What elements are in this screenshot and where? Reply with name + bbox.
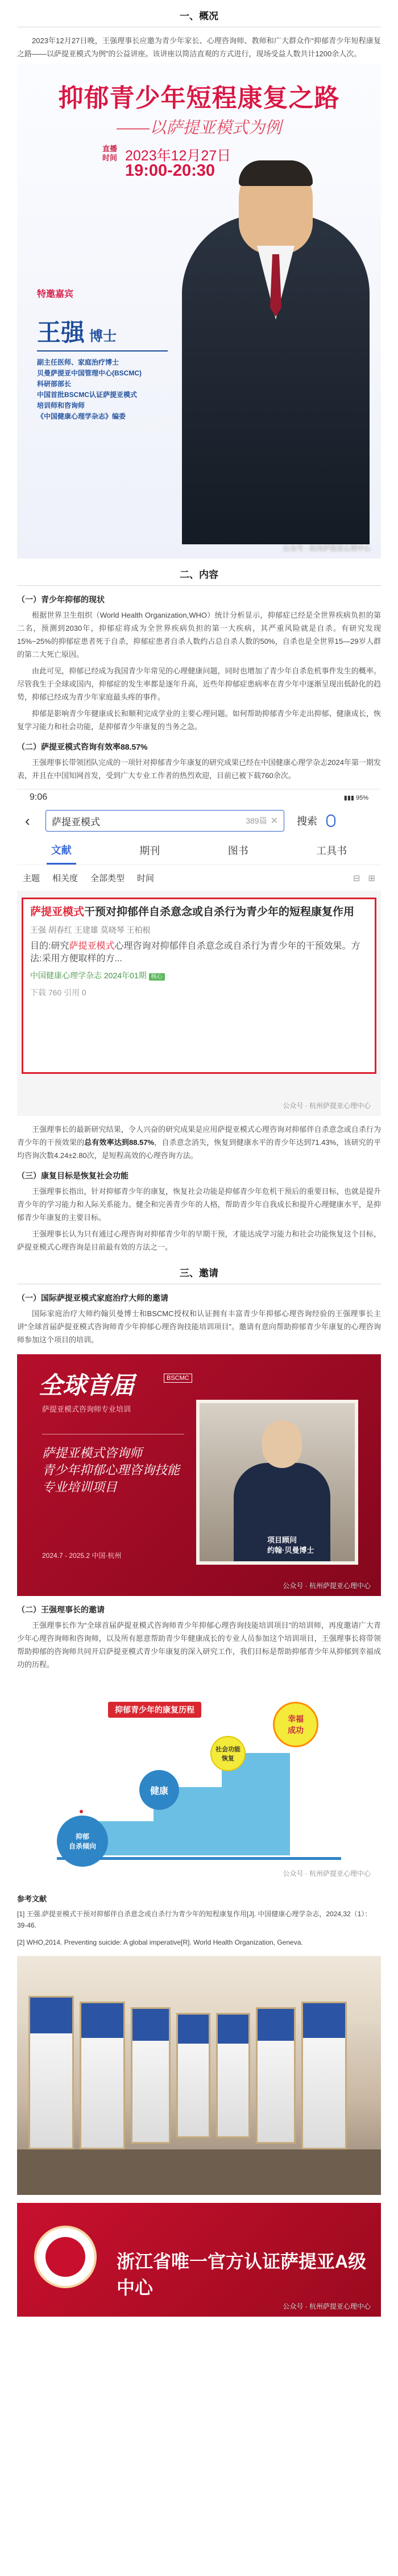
stairs-baseline	[57, 1857, 341, 1860]
poster-live-label: 直播时间	[102, 144, 118, 162]
wechat-watermark: 公众号 · 杭州萨提亚心理中心	[283, 1870, 371, 1878]
invitation-paragraph: 国际家庭治疗大师约翰贝曼博士和BSCMC授权和认证拥有丰富青少年抑郁心理咨询经验的王强理事长主讲“全球首届萨提亚模式咨询师青少年抑郁心理咨询技能培训项目”。邀请有意向帮助抑郁青少年康复的心理咨询师参加这个项目的培训。	[17, 1309, 381, 1344]
stage-health	[139, 1770, 179, 1810]
speaker-photo-hair	[239, 160, 313, 186]
stage-depression-label: 抑郁 自杀倾向	[68, 1833, 96, 1850]
content-paragraph	[0, 1123, 398, 1162]
invitation-paragraph: 王强理事长作为“全球首届萨提亚模式咨询师青少年抑郁心理咨询技能培训项目”的培训师，再度邀请广大青少年心理咨询师和咨询师，以及所有愿意帮助青少年健康成长的专业人员参加这个培训项目，王强理事长将带领帮助抑郁的咨询师共同开启萨提亚模式青少年康复的深入研究工作，我们目标是帮助抑郁青少年从抑郁到幸福成功的历程。	[17, 1621, 381, 1669]
display-panel	[28, 1996, 74, 2149]
overview-paragraph: 2023年12月27日晚，王强理事长应邀为青少年家长、心理咨询师、教师和广大群众作“抑郁青少年短程康复之路——以萨提亚模式为例”的公益讲座。该讲座以简洁直观的方式进行，现场受益人数共计1200余人次。	[17, 36, 381, 58]
finding-pre: 王强理事长的最新研究结果，令人兴奋的研究成果是应用萨提亚模式心理咨询对抑郁伴自杀意念或自杀行为青少年的干预效果的	[17, 1125, 381, 1147]
bio-line: 副主任医师、家庭治疗博士	[37, 358, 119, 366]
section-title-overview: 一、概况	[180, 11, 218, 22]
abstract-pre: 目的:研究	[30, 941, 69, 951]
subheading-chairman-invitation: （二）王强理事长的邀请	[17, 1605, 105, 1614]
layout-icon[interactable]: ⊞	[368, 873, 375, 883]
exhibition-hall-photo	[17, 1956, 381, 2195]
poster-date: 2023年12月27日	[125, 148, 231, 164]
content-paragraph: 王强理事长认为只有通过心理咨询对抑郁青少年的早期干预，才能达成学习能力和社会功能恢复这个目标，萨提亚模式心理咨询是目前最有效的方法之一。	[17, 1230, 381, 1251]
subheading-goal: （三）康复目标是恢复社会功能	[17, 1171, 128, 1180]
speaker-name-title: 博士	[89, 329, 117, 344]
microphone-icon[interactable]	[326, 814, 335, 827]
references-title: 参考文献	[17, 1895, 47, 1903]
poster-divider	[37, 350, 168, 352]
speaker-bio	[37, 357, 179, 422]
advisor-name: 约翰·贝曼博士	[267, 1546, 314, 1554]
stage-social-function	[210, 1736, 246, 1771]
wechat-watermark: 公众号 · 杭州萨提亚心理中心	[283, 544, 371, 552]
result-count: 389篇	[246, 816, 267, 825]
tab-literature[interactable]: 文献	[47, 837, 76, 865]
filter-tools	[353, 873, 375, 883]
result-authors: 王强 胡春红 王建雄 莫晓琴 王柏根	[30, 925, 151, 935]
display-panel	[216, 2013, 250, 2138]
abstract-highlight: 萨提亚模式	[69, 941, 115, 951]
cnki-search-screenshot	[17, 789, 381, 1116]
banner-text: 浙江省唯一官方认证萨提亚A级中心	[117, 2251, 367, 2298]
abstract-rest: 心理咨询对抑郁伴自杀意念或自杀行为青少年的干预效果。方法:采用方便取样的方...	[30, 941, 360, 964]
stage-health-label: 健康	[150, 1786, 168, 1796]
subheading-efficacy: （二）萨提亚模式咨询有效率88.57%	[17, 742, 148, 751]
result-title-highlight: 萨提亚模式	[30, 906, 85, 918]
result-stats: 下载 760 引用 0	[30, 988, 86, 997]
stage-happiness-label: 幸福 成功	[288, 1714, 304, 1735]
display-panel	[131, 2007, 171, 2144]
search-tabs	[17, 836, 381, 865]
filter-time[interactable]: 时间	[137, 874, 155, 883]
filter-relevance[interactable]: 相关度	[52, 874, 78, 883]
content-paragraph: 根据世界卫生组织（World Health Organization,WHO）统计分析显示，抑郁症已经是全世界疾病负担的第二名，预测到2030年，抑郁症将成为全世界疾病负担的第一大疾病，其严重风险就是自杀。有研究发现15%~25%的抑郁症患者死于自杀，抑郁症患者自杀人数约占总自杀人数的50%，自杀也是全世界15—29岁人群的第二大死亡原因。	[17, 611, 381, 659]
progress-arrow	[80, 1810, 83, 1813]
promo-period: 2024.7 - 2025.2 中国·杭州	[42, 1552, 122, 1560]
finding-highlight: 总有效率达到88.57%	[84, 1138, 155, 1147]
status-time: 9:06	[30, 792, 48, 802]
poster-subtitle: ——以萨提亚模式为例	[116, 119, 281, 137]
training-promo-poster	[17, 1354, 381, 1596]
section-title-invitation: 三、邀请	[180, 1268, 218, 1279]
advisor-caption	[267, 1535, 314, 1556]
back-arrow-icon[interactable]: ‹	[25, 812, 30, 829]
result-abstract	[30, 940, 368, 965]
promo-badge: BSCMC	[164, 1374, 192, 1383]
content-paragraph: 王强理事长指出，针对抑郁青少年的康复，恢复社会功能是抑郁青少年危机干预后的重要目标，也就是提升青少年的学习能力和人际关系能力。健全和完善青少年的人格，帮助青少年自我成长和提升心理健康水平，是抑郁青少年康复的主要目标。	[17, 1187, 381, 1222]
content-paragraph: 王强理事长带领团队完成的一项针对抑郁青少年康复的研究成果已经在中国健康心理学杂志2024年第一期发表，并且在中国知网首发，受到广大专业工作者的热烈欢迎，目前已被下载760余次。	[17, 758, 381, 780]
promo-title: 全球首届	[39, 1371, 135, 1399]
search-query: 萨提亚模式	[52, 816, 100, 828]
hall-floor	[17, 2149, 381, 2195]
content-paragraph: 由此可见，抑郁已经成为我国青少年常见的心理健康问题，同时也增加了青少年自杀危机事件发生的概率。尽管我生于全球或国内，抑郁症的发生率都是逐年升高，近些年抑郁症患病率在青少年中逐渐呈现出低龄化的趋势，抑郁已经成为青少年家庭最头疼的事件。	[17, 667, 381, 701]
subheading-status: （一）青少年抑郁的现状	[17, 595, 105, 604]
bio-line: 培训师和咨询师	[37, 402, 85, 410]
search-input[interactable]	[45, 810, 284, 832]
core-journal-badge: 核心	[149, 973, 165, 981]
display-panel	[176, 2013, 210, 2138]
search-result-card[interactable]	[22, 898, 376, 1074]
bio-line: 《中国健康心理学杂志》编委	[37, 412, 126, 420]
section-divider	[17, 585, 381, 586]
sort-icon[interactable]: ⊟	[353, 873, 360, 883]
status-icons: ▮▮▮ 95%	[343, 794, 368, 801]
advisor-photo-head	[262, 1420, 302, 1468]
speaker-name	[37, 314, 117, 348]
display-panel	[256, 2007, 296, 2144]
lecture-poster	[17, 64, 381, 559]
phone-status-bar	[17, 789, 381, 805]
result-source	[30, 970, 368, 981]
display-panel	[301, 2002, 347, 2149]
search-row	[17, 805, 381, 836]
promo-line: 萨提亚模式咨询师	[42, 1446, 143, 1461]
stairs-title: 抑郁青少年的康复历程	[108, 1702, 201, 1718]
tab-reference-books[interactable]: 工具书	[316, 845, 347, 857]
filter-bar	[17, 865, 381, 891]
poster-title: 抑郁青少年短程康复之路	[58, 84, 340, 112]
wechat-watermark: 公众号 · 杭州萨提亚心理中心	[283, 1582, 371, 1590]
advisor-role: 项目顾问	[267, 1536, 297, 1544]
result-title	[30, 905, 368, 920]
poster-time: 19:00-20:30	[125, 162, 215, 180]
promo-body	[42, 1445, 190, 1496]
source-text: 中国健康心理学杂志 2024年01期	[30, 971, 147, 980]
reference-item: [1] 王强.萨提亚模式干预对抑郁伴自杀意念或自杀行为青少年的短程康复作用[J]. 中国健康心理学杂志，2024,32（1）：39-46.	[17, 1910, 372, 1929]
subheading-master-invitation: （一）国际萨提亚模式家庭治疗大师的邀请	[17, 1293, 168, 1303]
tab-journals[interactable]: 期刊	[139, 845, 160, 857]
stage-social-function-label: 社会功能 恢复	[215, 1746, 241, 1762]
section-title-content: 二、内容	[180, 569, 218, 580]
wechat-watermark: 公众号 · 杭州萨提亚心理中心	[283, 2302, 371, 2310]
wechat-watermark: 公众号 · 杭州萨提亚心理中心	[283, 1102, 371, 1110]
promo-subtitle: 萨提亚模式咨询师专业培训	[42, 1405, 131, 1413]
tab-books[interactable]: 图书	[227, 845, 248, 857]
certification-banner	[17, 2203, 381, 2317]
bio-line: 科研部部长	[37, 380, 72, 388]
recovery-stairs-diagram	[17, 1679, 381, 1884]
guest-tag: 特邀嘉宾	[37, 290, 74, 299]
stage-happiness	[273, 1702, 318, 1747]
promo-line: 专业培训项目	[42, 1481, 118, 1495]
center-logo-icon	[34, 2226, 97, 2288]
promo-line: 青少年抑郁心理咨询技能	[42, 1463, 180, 1478]
reference-item: [2] WHO,2014. Preventing suicide: A global imperative[R]. World Health Organization, Geneva.	[17, 1938, 303, 1946]
content-paragraph: 抑郁是影响青少年健康成长和顺利完成学业的主要心理问题。如何帮助抑郁青少年走出抑郁、健康成长，恢复学习能力和社会功能，是抑郁青少年康复的当务之急。	[17, 709, 381, 731]
bio-line: 贝曼萨提亚中国管理中心(BSCMC)	[37, 369, 142, 377]
search-button[interactable]: 搜索	[297, 816, 317, 827]
filter-type[interactable]: 全部类型	[90, 874, 125, 883]
bio-line: 中国首批BSCMC认证萨提亚模式	[37, 391, 137, 399]
result-title-rest: 干预对抑郁伴自杀意念或自杀行为青少年的短程康复作用	[84, 906, 355, 918]
clear-icon[interactable]: ✕	[270, 816, 278, 826]
display-panel	[80, 2002, 125, 2149]
speaker-name-text: 王强	[37, 319, 85, 346]
filter-topic[interactable]: 主题	[23, 874, 40, 883]
finding-post: ，自杀意念消失，恢复到健康水平的青少年达到71.43%，该研究的平均咨询次数4.24±2.80次，是短程高效的心理咨询方法。	[17, 1138, 381, 1160]
